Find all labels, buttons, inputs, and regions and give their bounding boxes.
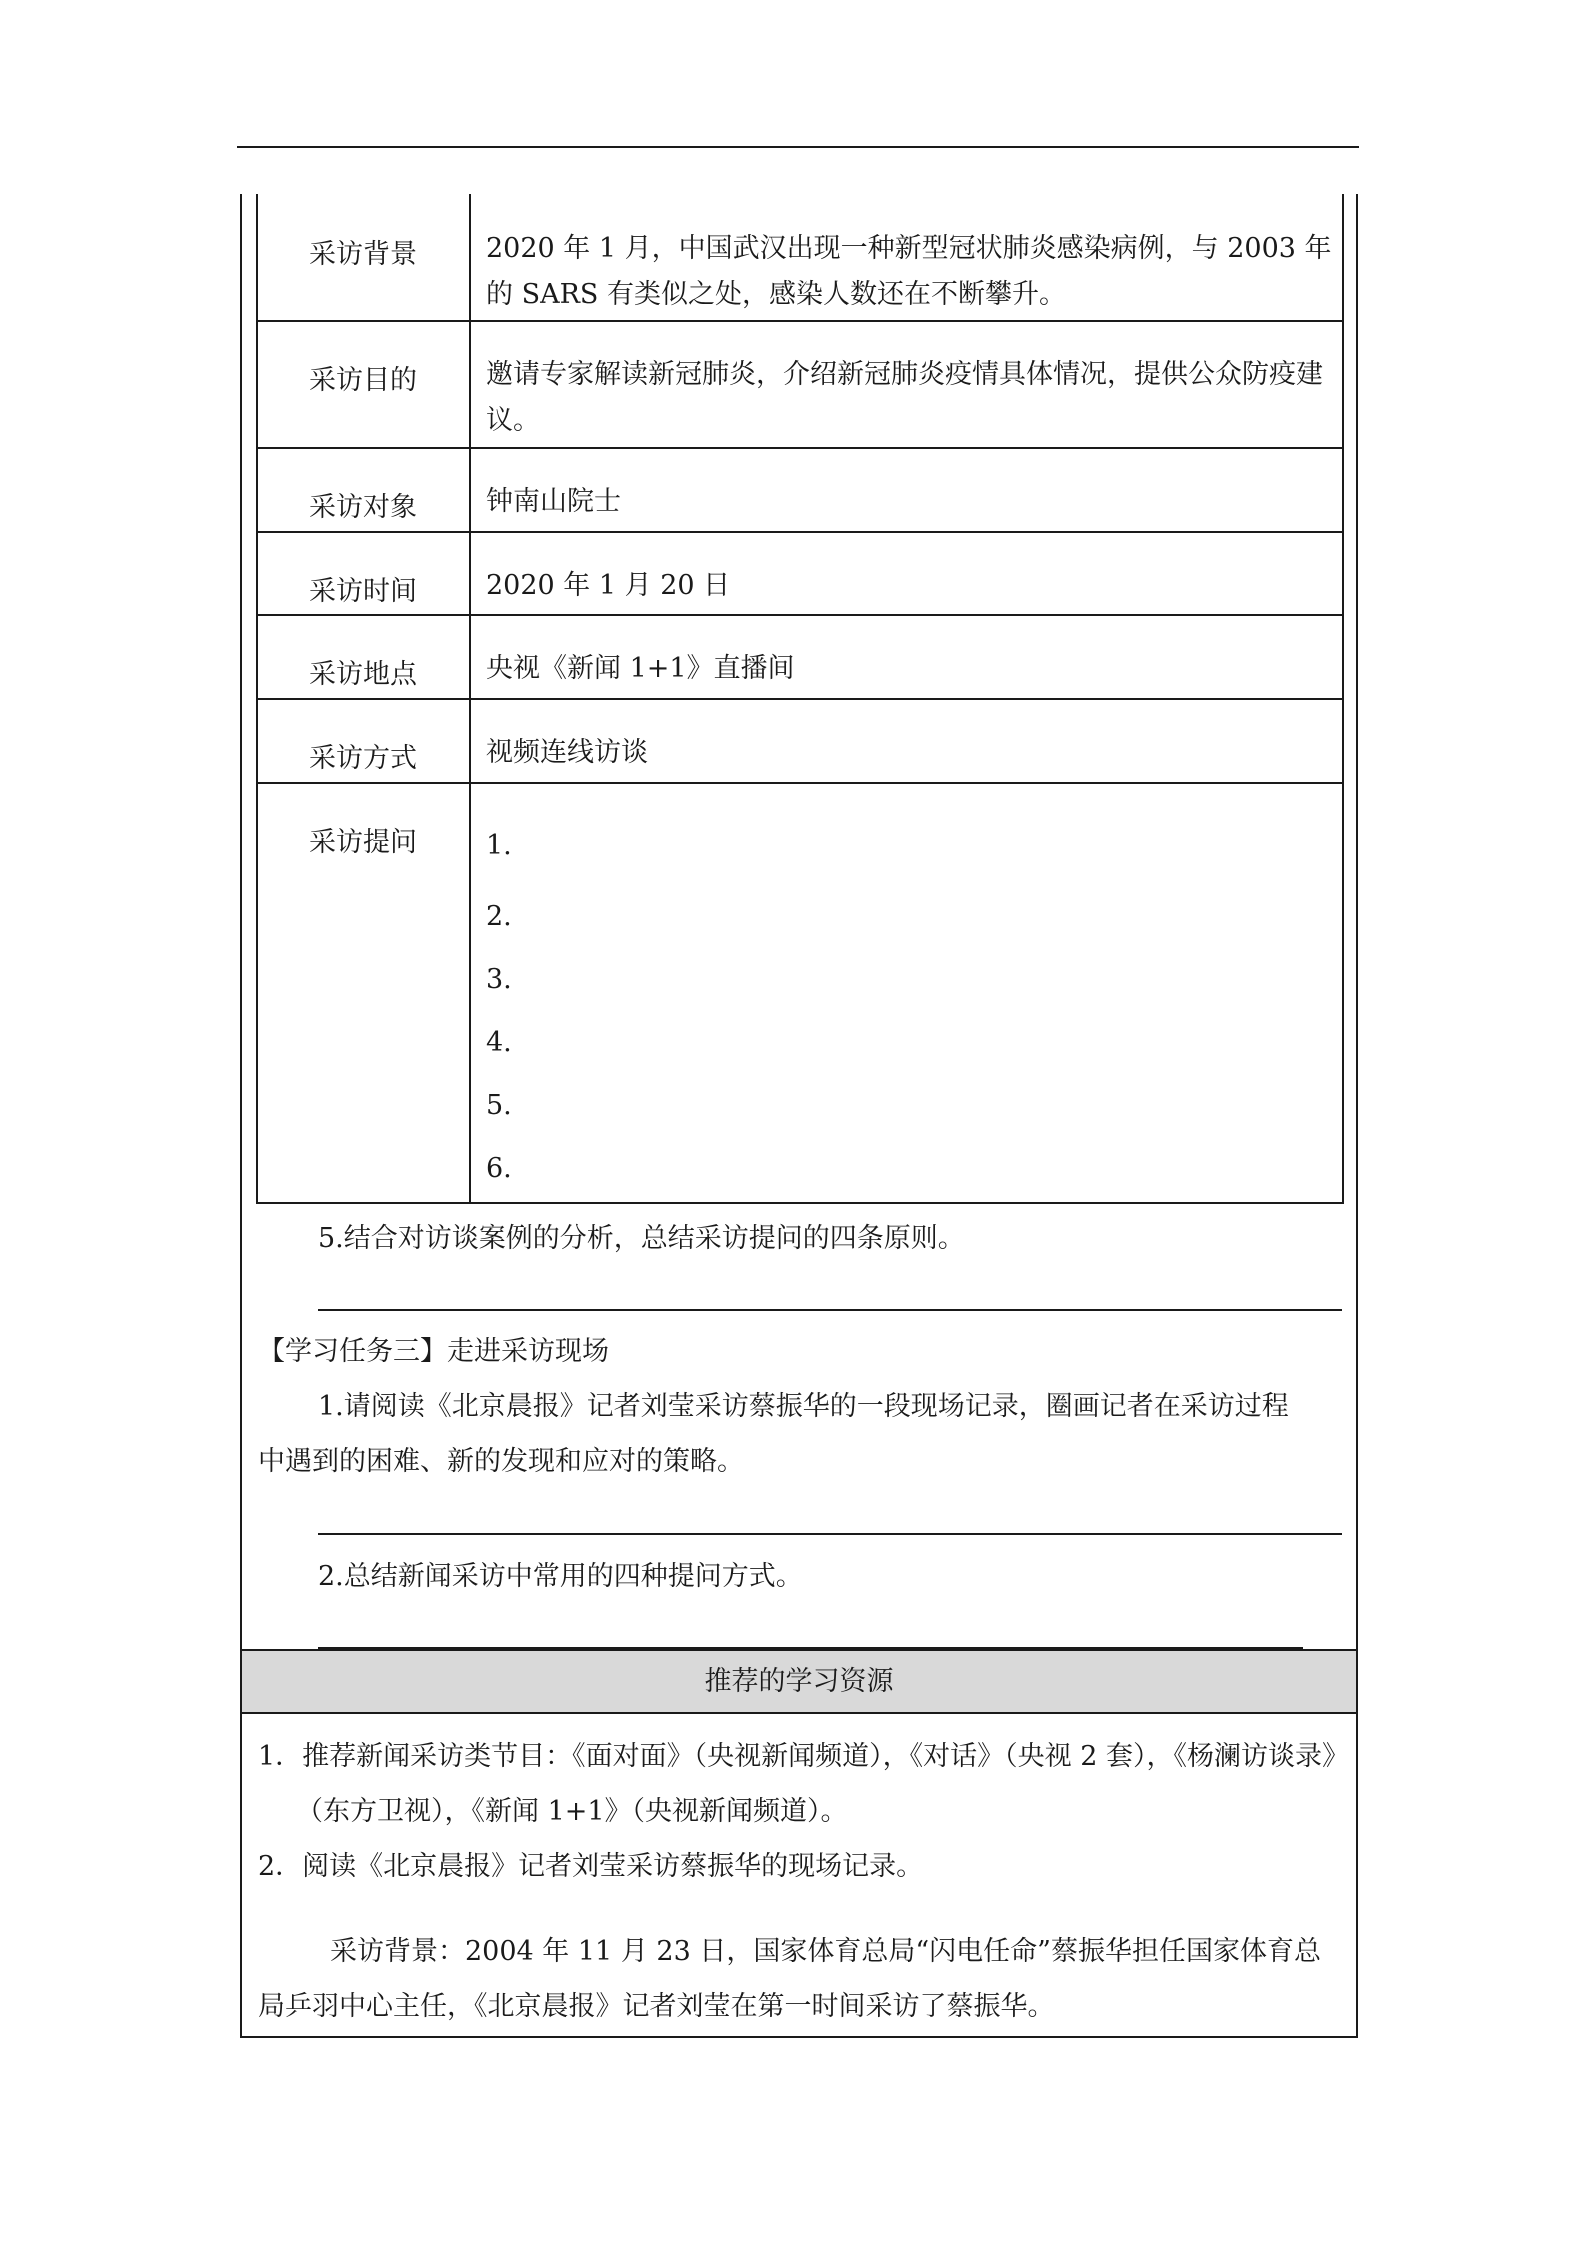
header-rule: [237, 146, 1359, 148]
row-label-questions: 采访提问: [309, 827, 417, 858]
question-4: 4.: [486, 1027, 512, 1058]
resource-item-1-line-1: 1．推荐新闻采访类节目：《面对面》（央视新闻频道），《对话》（央视 2 套），《杨澜访谈录》: [258, 1741, 1350, 1772]
row-divider: [256, 320, 1344, 322]
row-value-time: 2020 年 1 月 20 日: [486, 570, 731, 601]
row-label-time: 采访时间: [309, 576, 417, 607]
row-value-method: 视频连线访谈: [486, 737, 648, 768]
table-bottom-border: [256, 1202, 1344, 1204]
row-value-interviewee: 钟南山院士: [486, 486, 621, 517]
resource-item-2: 2．阅读《北京晨报》记者刘莹采访蔡振华的现场记录。: [258, 1851, 924, 1882]
answer-line[interactable]: [318, 1533, 1342, 1535]
task-5-prompt: 5.结合对访谈案例的分析，总结采访提问的四条原则。: [318, 1223, 965, 1254]
task-3-item-2: 2.总结新闻采访中常用的四种提问方式。: [318, 1561, 803, 1592]
row-divider: [256, 531, 1344, 533]
question-5: 5.: [486, 1090, 512, 1121]
question-6: 6.: [486, 1153, 512, 1184]
row-label-interviewee: 采访对象: [309, 492, 417, 523]
row-label-background: 采访背景: [309, 239, 417, 270]
row-value-location: 央视《新闻 1+1》直播间: [486, 653, 795, 684]
outer-border-bottom: [240, 2036, 1358, 2038]
task-3-item-1-line-2: 中遇到的困难、新的发现和应对的策略。: [258, 1446, 744, 1477]
resources-title: 推荐的学习资源: [704, 1666, 894, 1697]
row-value-purpose: 邀请专家解读新冠肺炎，介绍新冠肺炎疫情具体情况，提供公众防疫建议。: [486, 359, 1323, 436]
row-value-background: 2020 年 1 月，中国武汉出现一种新型冠状肺炎感染病例，与 2003 年的 SARS 有类似之处，感染人数还在不断攀升。: [486, 233, 1332, 310]
resource-background-line-1: 采访背景：2004 年 11 月 23 日，国家体育总局“闪电任命”蔡振华担任国家体育总: [330, 1936, 1321, 1967]
row-divider: [256, 447, 1344, 449]
question-1: 1.: [486, 830, 512, 861]
answer-line[interactable]: [318, 1309, 1342, 1311]
row-divider: [256, 614, 1344, 616]
row-divider: [256, 782, 1344, 784]
question-3: 3.: [486, 964, 512, 995]
row-divider: [256, 698, 1344, 700]
row-label-method: 采访方式: [309, 743, 417, 774]
task-3-heading: 【学习任务三】走进采访现场: [258, 1336, 609, 1367]
outer-border-right: [1356, 194, 1358, 2038]
outer-border-left: [240, 194, 242, 2038]
row-label-location: 采访地点: [309, 659, 417, 690]
question-2: 2.: [486, 901, 512, 932]
row-label-purpose: 采访目的: [309, 365, 417, 396]
task-3-item-1-line-1: 1.请阅读《北京晨报》记者刘莹采访蔡振华的一段现场记录，圈画记者在采访过程: [318, 1391, 1289, 1422]
section-divider: [242, 1712, 1356, 1714]
resource-item-1-line-2: （东方卫视），《新闻 1+1》（央视新闻频道）。: [296, 1796, 848, 1827]
resource-background-line-2: 局乒羽中心主任，《北京晨报》记者刘莹在第一时间采访了蔡振华。: [258, 1991, 1055, 2022]
